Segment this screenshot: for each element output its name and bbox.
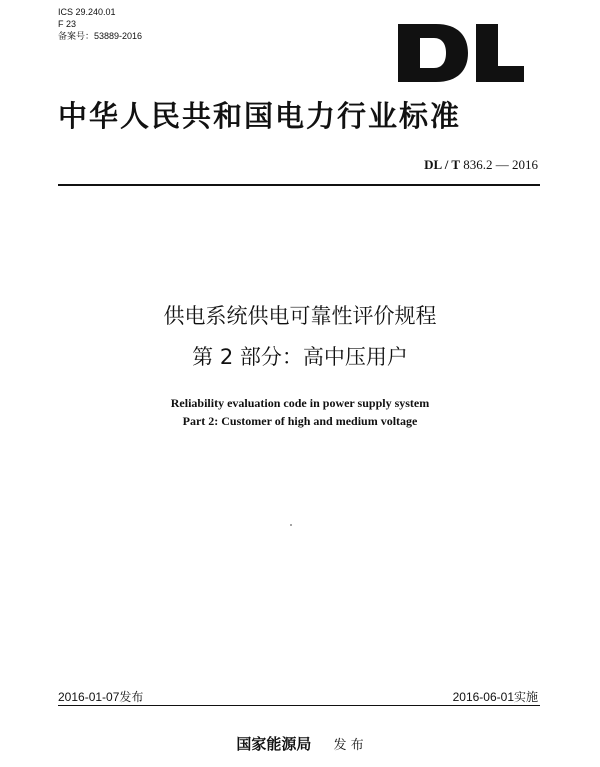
title-en-line2: Part 2: Customer of high and medium voltage [182,414,418,428]
title-en-line1: Reliability evaluation code in power supply system [170,396,430,410]
issuer-name: 国家能源局 [236,735,312,753]
issue-date: 2016-01-07发布 [58,690,144,704]
scan-speck [290,524,292,526]
title-cn-line2: 第 2 部分：高中压用户 [192,345,408,369]
classification-code: F 23 [58,19,77,29]
ics-code: ICS 29.240.01 [58,7,116,17]
organization-title: 中华人民共和国电力行业标准 [58,99,462,133]
issue-label: 发 布 [333,738,364,753]
standard-code [424,157,538,173]
standard-code-number: 836.2 — 2016 [463,157,538,172]
record-number: 备案号：53889-2016 [58,31,143,41]
dl-logo [396,22,526,84]
issuer-line [0,733,600,754]
footer-divider [58,705,540,706]
dl-logo-mark [396,22,526,84]
standard-code-prefix: DL / T [424,157,460,172]
classification-block [58,6,142,42]
effective-date: 2016-06-01实施 [452,690,538,704]
header-divider [58,184,540,186]
title-cn-line1: 供电系统供电可靠性评价规程 [163,304,437,328]
